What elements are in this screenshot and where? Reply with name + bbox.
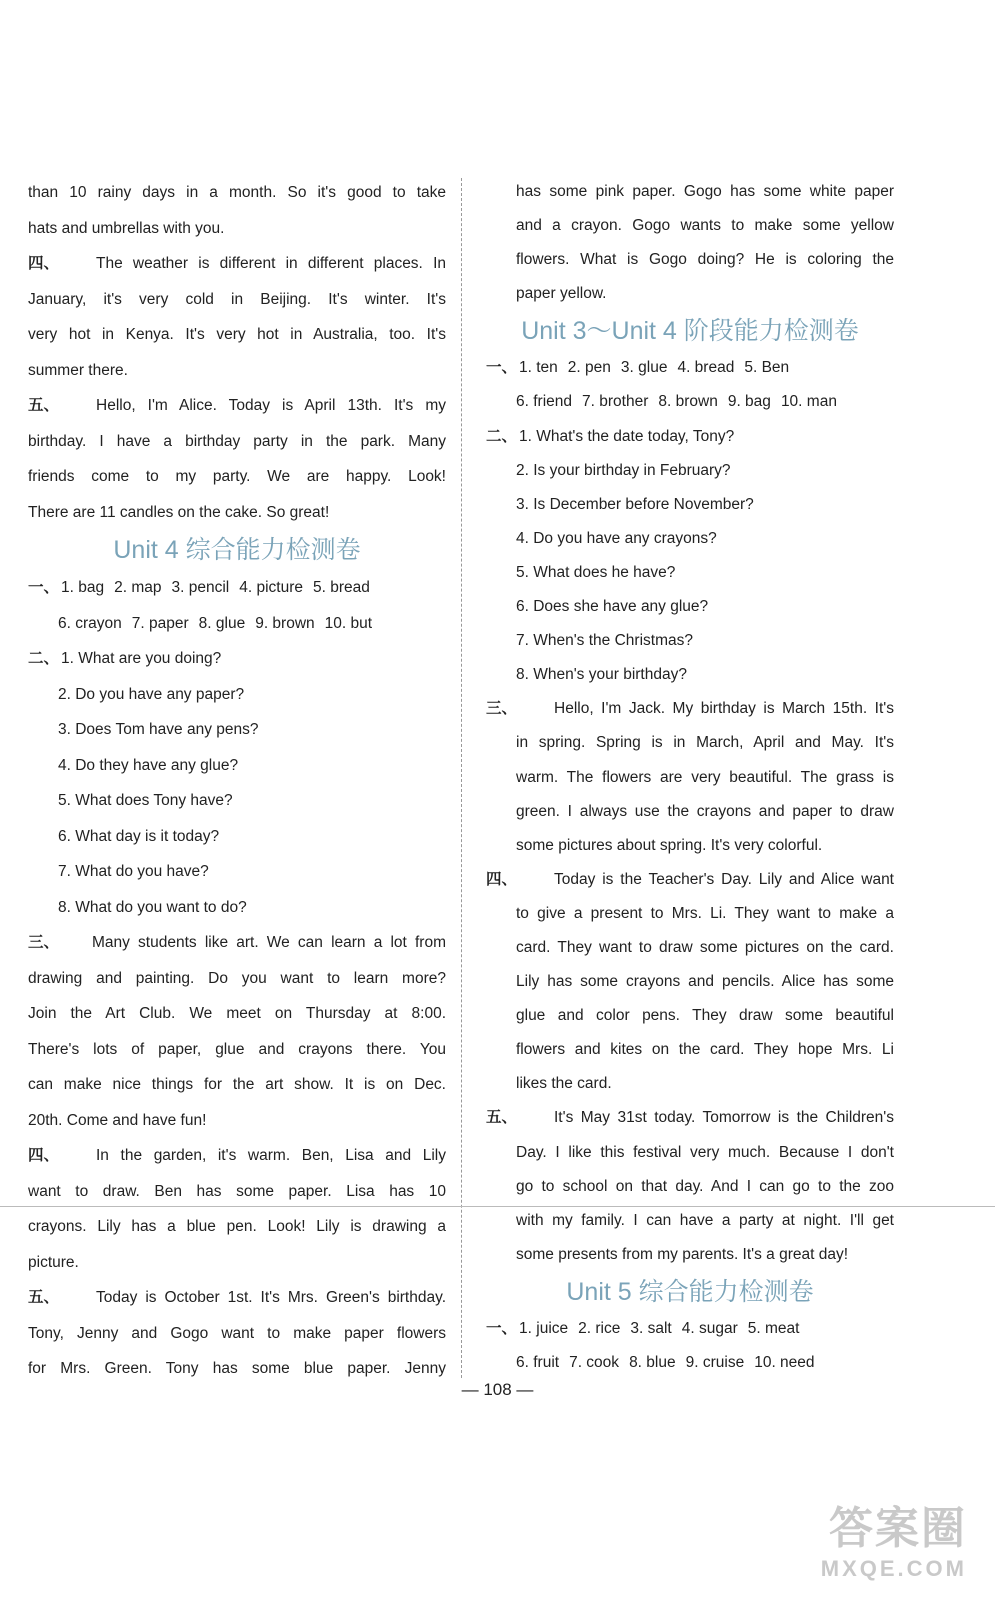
answer-item: 4. Do they have any glue?: [58, 756, 239, 774]
text-line: crayons. Lily has a blue pen. Look! Lily is drawing a: [28, 1218, 446, 1235]
section-heading-unit4: Unit 4 综合能力检测卷: [113, 536, 361, 564]
text-line: 20th. Come and have fun!: [28, 1111, 207, 1129]
answer-item: 6. Does she have any glue?: [516, 598, 709, 616]
answer-item: 8. When's your birthday?: [516, 666, 687, 684]
text-line: paper yellow.: [516, 285, 607, 303]
text-line: Lily has some crayons and pencils. Alice has some: [516, 973, 894, 991]
answer-row: 一、 1. juice 2. rice 3. salt 4. sugar 5. meat: [486, 1319, 800, 1337]
section-mark: 三、: [28, 934, 60, 951]
answer-item: 3. Does Tom have any pens?: [58, 721, 259, 738]
answer-item: 7. What do you have?: [58, 863, 209, 880]
section-san-line: 三、 Many students like art. We can learn a lot from: [28, 925, 446, 961]
text-line: January, it's very cold in Beijing. It's winter. It's: [28, 290, 446, 308]
text-line: flowers. What is Gogo doing? He is coloring the: [516, 251, 894, 269]
watermark-url: MXQE.COM: [820, 1556, 967, 1581]
section-mark: 四、: [486, 870, 518, 888]
text-line: There's lots of paper, glue and crayons there. You: [28, 1040, 446, 1058]
column-divider: [461, 178, 462, 1378]
answer-row: 一、 1. bag 2. map 3. pencil 4. picture 5. bread: [28, 579, 370, 596]
section-mark: 五、: [28, 1289, 60, 1306]
section-mark: 五、: [486, 1109, 518, 1127]
text-line: to give a present to Mrs. Li. They want to make a: [516, 904, 894, 922]
text-line: some pictures about spring. It's very colorful.: [516, 836, 823, 854]
section-heading-unit3-4: Unit 3～Unit 4 阶段能力检测卷: [521, 317, 859, 346]
answer-item: 5. What does he have?: [516, 563, 676, 581]
text-line: with my family. I can have a party at night. I'll get: [516, 1211, 894, 1229]
answer-item: 二、 1. What are you doing?: [28, 650, 222, 667]
text-line: in spring. Spring is in March, April and May. It's: [516, 734, 894, 752]
text-line: for Mrs. Green. Tony has some blue paper. Jenny: [28, 1360, 446, 1377]
text-line: Tony, Jenny and Gogo want to make paper flowers: [28, 1324, 446, 1342]
section-mark: 四、: [28, 1147, 60, 1164]
answer-item: 8. What do you want to do?: [58, 898, 247, 916]
text-line: has some pink paper. Gogo has some white paper: [516, 183, 894, 200]
answer-item: 5. What does Tony have?: [58, 792, 233, 809]
answer-item: 6. What day is it today?: [58, 827, 220, 845]
text-line: can make nice things for the art show. It is on Dec.: [28, 1076, 446, 1093]
text-line: warm. The flowers are very beautiful. The grass is: [516, 768, 894, 786]
text-line: want to draw. Ben has some paper. Lisa has 10: [28, 1182, 446, 1200]
section-si-line: 四、 The weather is different in different places. In: [28, 246, 446, 282]
answer-row: 一、 1. ten 2. pen 3. glue 4. bread 5. Ben: [486, 359, 790, 377]
text-line: hats and umbrellas with you.: [28, 219, 225, 237]
text-line: friends come to my party. We are happy. Look!: [28, 468, 446, 485]
text-line: Join the Art Club. We meet on Thursday at 8:00.: [28, 1005, 446, 1022]
section-heading-unit5: Unit 5 综合能力检测卷: [566, 1277, 814, 1306]
text-line: than 10 rainy days in a month. So it's good to take: [28, 184, 446, 201]
answer-item: 2. Do you have any paper?: [58, 685, 245, 703]
answer-item: 4. Do you have any crayons?: [516, 529, 717, 547]
right-column: [486, 175, 894, 1380]
text-line: glue and color pens. They draw some beautiful: [516, 1007, 894, 1025]
answer-item: 2. Is your birthday in February?: [516, 461, 731, 479]
page-number: — 108 —: [461, 1380, 534, 1399]
text-line: birthday. I have a birthday party in the park. Many: [28, 432, 446, 450]
section-wu-line: 五、 It's May 31st today. Tomorrow is the Children's: [486, 1101, 894, 1135]
left-column: [28, 175, 446, 1387]
section-mark: 四、: [28, 255, 60, 272]
text-line: drawing and painting. Do you want to learn more?: [28, 969, 446, 987]
text-line: card. They want to draw some pictures on the card.: [516, 938, 894, 956]
section-si-line: 四、 In the garden, it's warm. Ben, Lisa and Lily: [28, 1138, 446, 1174]
section-san-line: 三、 Hello, I'm Jack. My birthday is March 15th. It's: [486, 692, 894, 726]
section-mark: 三、: [486, 700, 518, 718]
answer-item: 7. When's the Christmas?: [516, 632, 693, 650]
text-line: picture.: [28, 1253, 79, 1271]
watermark: [821, 1492, 967, 1582]
watermark-logo-text: 答案圈: [829, 1504, 967, 1553]
text-line: flowers and kites on the card. They hope Mrs. Li: [516, 1041, 894, 1059]
section-wu-line: 五、 Hello, I'm Alice. Today is April 13th. It's my: [28, 388, 446, 424]
answer-item: 二、 1. What's the date today, Tony?: [486, 427, 735, 445]
answer-row: 6. fruit 7. cook 8. blue 9. cruise 10. need: [516, 1354, 815, 1371]
text-line: likes the card.: [516, 1075, 612, 1093]
answer-row: 6. crayon 7. paper 8. glue 9. brown 10. but: [58, 614, 373, 632]
text-line: very hot in Kenya. It's very hot in Australia, too. It's: [28, 326, 446, 343]
answer-item: 3. Is December before November?: [516, 495, 754, 513]
text-line: some presents from my parents. It's a great day!: [516, 1245, 849, 1263]
text-line: green. I always use the crayons and paper to draw: [516, 802, 894, 820]
text-line: summer there.: [28, 361, 128, 379]
section-wu-line: 五、 Today is October 1st. It's Mrs. Green's birthday.: [28, 1280, 446, 1316]
text-line: and a crayon. Gogo wants to make some yellow: [516, 217, 894, 235]
section-mark: 五、: [28, 397, 60, 414]
section-si-line: 四、 Today is the Teacher's Day. Lily and Alice want: [486, 863, 894, 897]
text-line: go to school on that day. And I can go to the zoo: [516, 1177, 894, 1195]
text-line: There are 11 candles on the cake. So great!: [28, 503, 330, 521]
answer-row: 6. friend 7. brother 8. brown 9. bag 10. man: [516, 393, 837, 411]
text-line: Day. I like this festival very much. Because I don't: [516, 1143, 894, 1161]
